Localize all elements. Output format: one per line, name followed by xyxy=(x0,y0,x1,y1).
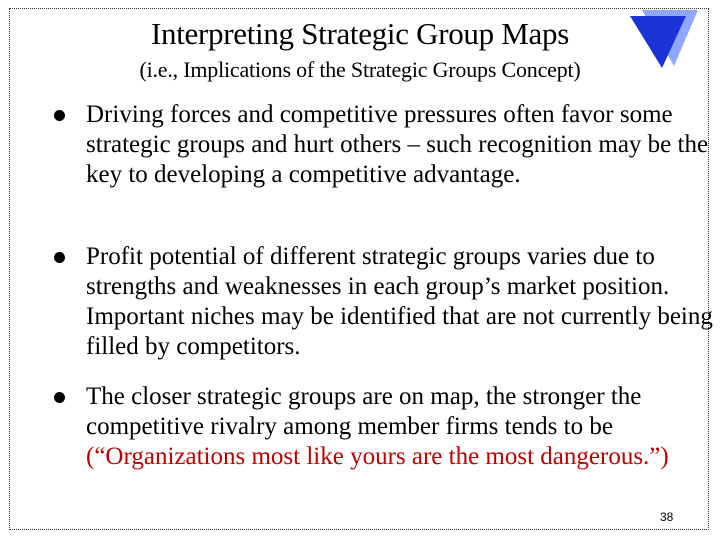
bullet-item xyxy=(48,100,720,190)
bullet-item xyxy=(48,382,720,472)
slide-title: Interpreting Strategic Group Maps xyxy=(151,16,569,51)
slide-subtitle: (i.e., Implications of the Strategic Groups Concept) xyxy=(139,57,581,82)
bullet-item xyxy=(48,242,720,362)
blue-triangle-logo-icon xyxy=(628,8,700,70)
bullet-text: Profit potential of different strategic groups varies due to strengths and weaknesses in each group’s market position. Important niches may be identified that are not currently being filled by competitors. xyxy=(86,243,713,360)
page-number: 38 xyxy=(660,510,674,524)
bullet-text: Driving forces and competitive pressures often favor some strategic groups and hurt others – such recognition may be the key to developing a competitive advantage. xyxy=(86,101,709,188)
bullet-dot-icon xyxy=(54,392,65,403)
bullet-dot-icon xyxy=(54,110,65,121)
bullet-dot-icon xyxy=(54,252,65,263)
bullet-highlight-quote: (“Organizations most like yours are the most dangerous.”) xyxy=(86,443,669,470)
bullet-text: The closer strategic groups are on map, the stronger the competitive rivalry among member firms tends to be xyxy=(86,383,642,440)
